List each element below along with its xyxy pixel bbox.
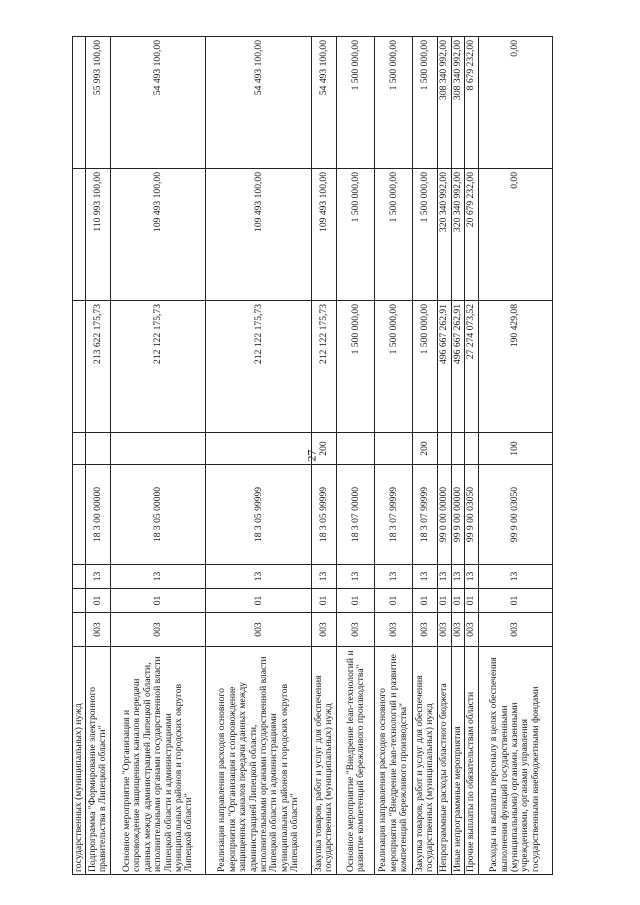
table-row [337, 37, 375, 875]
cell-vr [375, 433, 413, 465]
cell-sum-3: 1 500 000,00 [375, 37, 413, 169]
cell-sum-3: 308 340 992,00 [451, 37, 464, 169]
cell-vr: 200 [312, 433, 337, 465]
cell-rz: 01 [465, 589, 478, 613]
cell-pr: 13 [438, 565, 451, 589]
cell-csr: 18 3 00 00000 [86, 465, 111, 565]
table-row [111, 37, 206, 875]
cell-pr: 13 [465, 565, 478, 589]
cell-csr: 99 9 00 03050 [478, 465, 552, 565]
cell-rz: 01 [86, 589, 111, 613]
cell-gr: 003 [478, 613, 552, 647]
cell-gr: 003 [451, 613, 464, 647]
cell-sum-1: 1 500 000,00 [337, 301, 375, 433]
cell-rz: 01 [438, 589, 451, 613]
row-name: Реализация направления расходов основного мероприятия "Организация и сопровождение защищенных каналов передачи данных между администрацией Липецкой области, исполнительными органами государственной власти Липецкой области и администрациями муниципальных районов и городских округов Липецкой области" [206, 647, 312, 875]
cell-sum-3: 54 493 100,00 [206, 37, 312, 169]
row-name: Закупка товаров, работ и услуг для обеспечения государственных (муниципальных) нужд [312, 647, 337, 875]
table-row [375, 37, 413, 875]
row-name: Основное мероприятие "Организация и сопровождение защищенных каналов передачи данных между администрацией Липецкой области, исполнительными органами государственной власти Липецкой области и администрациями муниципальных районов и городских округов Липецкой области" [111, 647, 206, 875]
cell-pr [73, 565, 86, 589]
cell-csr: 99 9 00 03050 [465, 465, 478, 565]
cell-csr: 18 3 07 99999 [413, 465, 438, 565]
table-row [206, 37, 312, 875]
cell-sum-2 [73, 169, 86, 301]
cell-rz: 01 [413, 589, 438, 613]
cell-rz: 01 [312, 589, 337, 613]
cell-sum-1: 1 500 000,00 [413, 301, 438, 433]
cell-gr [73, 613, 86, 647]
cell-csr: 99 0 00 00000 [438, 465, 451, 565]
cell-sum-3: 8 679 232,00 [465, 37, 478, 169]
cell-sum-1: 190 429,08 [478, 301, 552, 433]
cell-sum-3: 308 340 992,00 [438, 37, 451, 169]
cell-sum-2: 109 493 100,00 [206, 169, 312, 301]
cell-pr: 13 [375, 565, 413, 589]
budget-table [72, 36, 553, 875]
row-name: Закупка товаров, работ и услуг для обеспечения государственных (муниципальных) нужд [413, 647, 438, 875]
cell-sum-1: 1 500 000,00 [375, 301, 413, 433]
cell-vr [438, 433, 451, 465]
cell-sum-3: 1 500 000,00 [413, 37, 438, 169]
cell-sum-2: 0,00 [478, 169, 552, 301]
cell-sum-2: 20 679 232,00 [465, 169, 478, 301]
cell-rz: 01 [111, 589, 206, 613]
cell-sum-1: 496 667 262,91 [438, 301, 451, 433]
row-name: Основное мероприятие "Внедрение lean-технологий и развитие компетенций бережливого производства" [337, 647, 375, 875]
cell-sum-3: 54 493 100,00 [111, 37, 206, 169]
cell-sum-3: 54 493 100,00 [312, 37, 337, 169]
cell-rz [73, 589, 86, 613]
cell-rz: 01 [337, 589, 375, 613]
cell-gr: 003 [375, 613, 413, 647]
budget-table-rotated [72, 37, 541, 875]
cell-gr: 003 [337, 613, 375, 647]
cell-csr: 18 3 07 99999 [375, 465, 413, 565]
cell-gr: 003 [413, 613, 438, 647]
table-row [451, 37, 464, 875]
cell-csr: 18 3 07 00000 [337, 465, 375, 565]
cell-sum-2: 1 500 000,00 [413, 169, 438, 301]
cell-sum-2: 109 493 100,00 [111, 169, 206, 301]
cell-gr: 003 [465, 613, 478, 647]
table-row [478, 37, 552, 875]
cell-rz: 01 [206, 589, 312, 613]
cell-pr: 13 [111, 565, 206, 589]
cell-sum-2: 1 500 000,00 [337, 169, 375, 301]
page-number: 27 [304, 449, 319, 462]
row-name: Расходы на выплаты персоналу в целях обеспечения выполнения функций государственными (муниципальными) органами, казенными учреждениями, органами управления государственными внебюджетными фондами [478, 647, 552, 875]
cell-pr: 13 [337, 565, 375, 589]
cell-csr: 99 9 00 00000 [451, 465, 464, 565]
cell-sum-3: 55 993 100,00 [86, 37, 111, 169]
row-name: Реализация направления расходов основного мероприятия "Внедрение lean-технологий и развитие компетенций бережливого производства" [375, 647, 413, 875]
cell-vr [86, 433, 111, 465]
row-name: Прочие выплаты по обязательствам области [465, 647, 478, 875]
cell-sum-1: 212 122 175,73 [312, 301, 337, 433]
cell-gr: 003 [438, 613, 451, 647]
cell-vr [451, 433, 464, 465]
table-row [312, 37, 337, 875]
cell-gr: 003 [86, 613, 111, 647]
cell-pr: 13 [478, 565, 552, 589]
cell-gr: 003 [111, 613, 206, 647]
cell-pr: 13 [206, 565, 312, 589]
cell-vr: 100 [478, 433, 552, 465]
cell-csr: 18 3 05 00000 [111, 465, 206, 565]
cell-gr: 003 [312, 613, 337, 647]
table-row [413, 37, 438, 875]
cell-rz: 01 [375, 589, 413, 613]
cell-vr [337, 433, 375, 465]
cell-sum-1: 213 622 175,73 [86, 301, 111, 433]
cell-rz: 01 [478, 589, 552, 613]
cell-vr [73, 433, 86, 465]
cell-sum-2: 109 493 100,00 [312, 169, 337, 301]
cell-pr: 13 [86, 565, 111, 589]
cell-sum-3: 1 500 000,00 [337, 37, 375, 169]
cell-sum-2: 320 340 992,00 [438, 169, 451, 301]
cell-vr [206, 433, 312, 465]
cell-csr: 18 3 05 99999 [206, 465, 312, 565]
row-name: Иные непрограммные мероприятия [451, 647, 464, 875]
cell-sum-2: 1 500 000,00 [375, 169, 413, 301]
table-row [438, 37, 451, 875]
cell-sum-3 [73, 37, 86, 169]
table-row [73, 37, 86, 875]
cell-csr [73, 465, 86, 565]
cell-csr: 18 3 05 99999 [312, 465, 337, 565]
cell-pr: 13 [413, 565, 438, 589]
cell-sum-2: 110 993 100,00 [86, 169, 111, 301]
cell-vr [465, 433, 478, 465]
row-name: Подпрограмма "Формирование электронного правительства в Липецкой области" [86, 647, 111, 875]
cell-sum-2: 320 340 992,00 [451, 169, 464, 301]
cell-sum-1: 27 274 073,52 [465, 301, 478, 433]
row-name: Непрограммные расходы областного бюджета [438, 647, 451, 875]
row-name: государственных (муниципальных) нужд [73, 647, 86, 875]
cell-sum-1: 212 122 175,73 [206, 301, 312, 433]
table-row [465, 37, 478, 875]
cell-sum-1: 496 667 262,91 [451, 301, 464, 433]
table-body [73, 37, 553, 875]
cell-pr: 13 [312, 565, 337, 589]
cell-rz: 01 [451, 589, 464, 613]
budget-table-area [72, 37, 541, 875]
cell-sum-3: 0,00 [478, 37, 552, 169]
cell-vr: 200 [413, 433, 438, 465]
cell-pr: 13 [451, 565, 464, 589]
cell-vr [111, 433, 206, 465]
cell-gr: 003 [206, 613, 312, 647]
cell-sum-1: 212 122 175,73 [111, 301, 206, 433]
table-row [86, 37, 111, 875]
cell-sum-1 [73, 301, 86, 433]
